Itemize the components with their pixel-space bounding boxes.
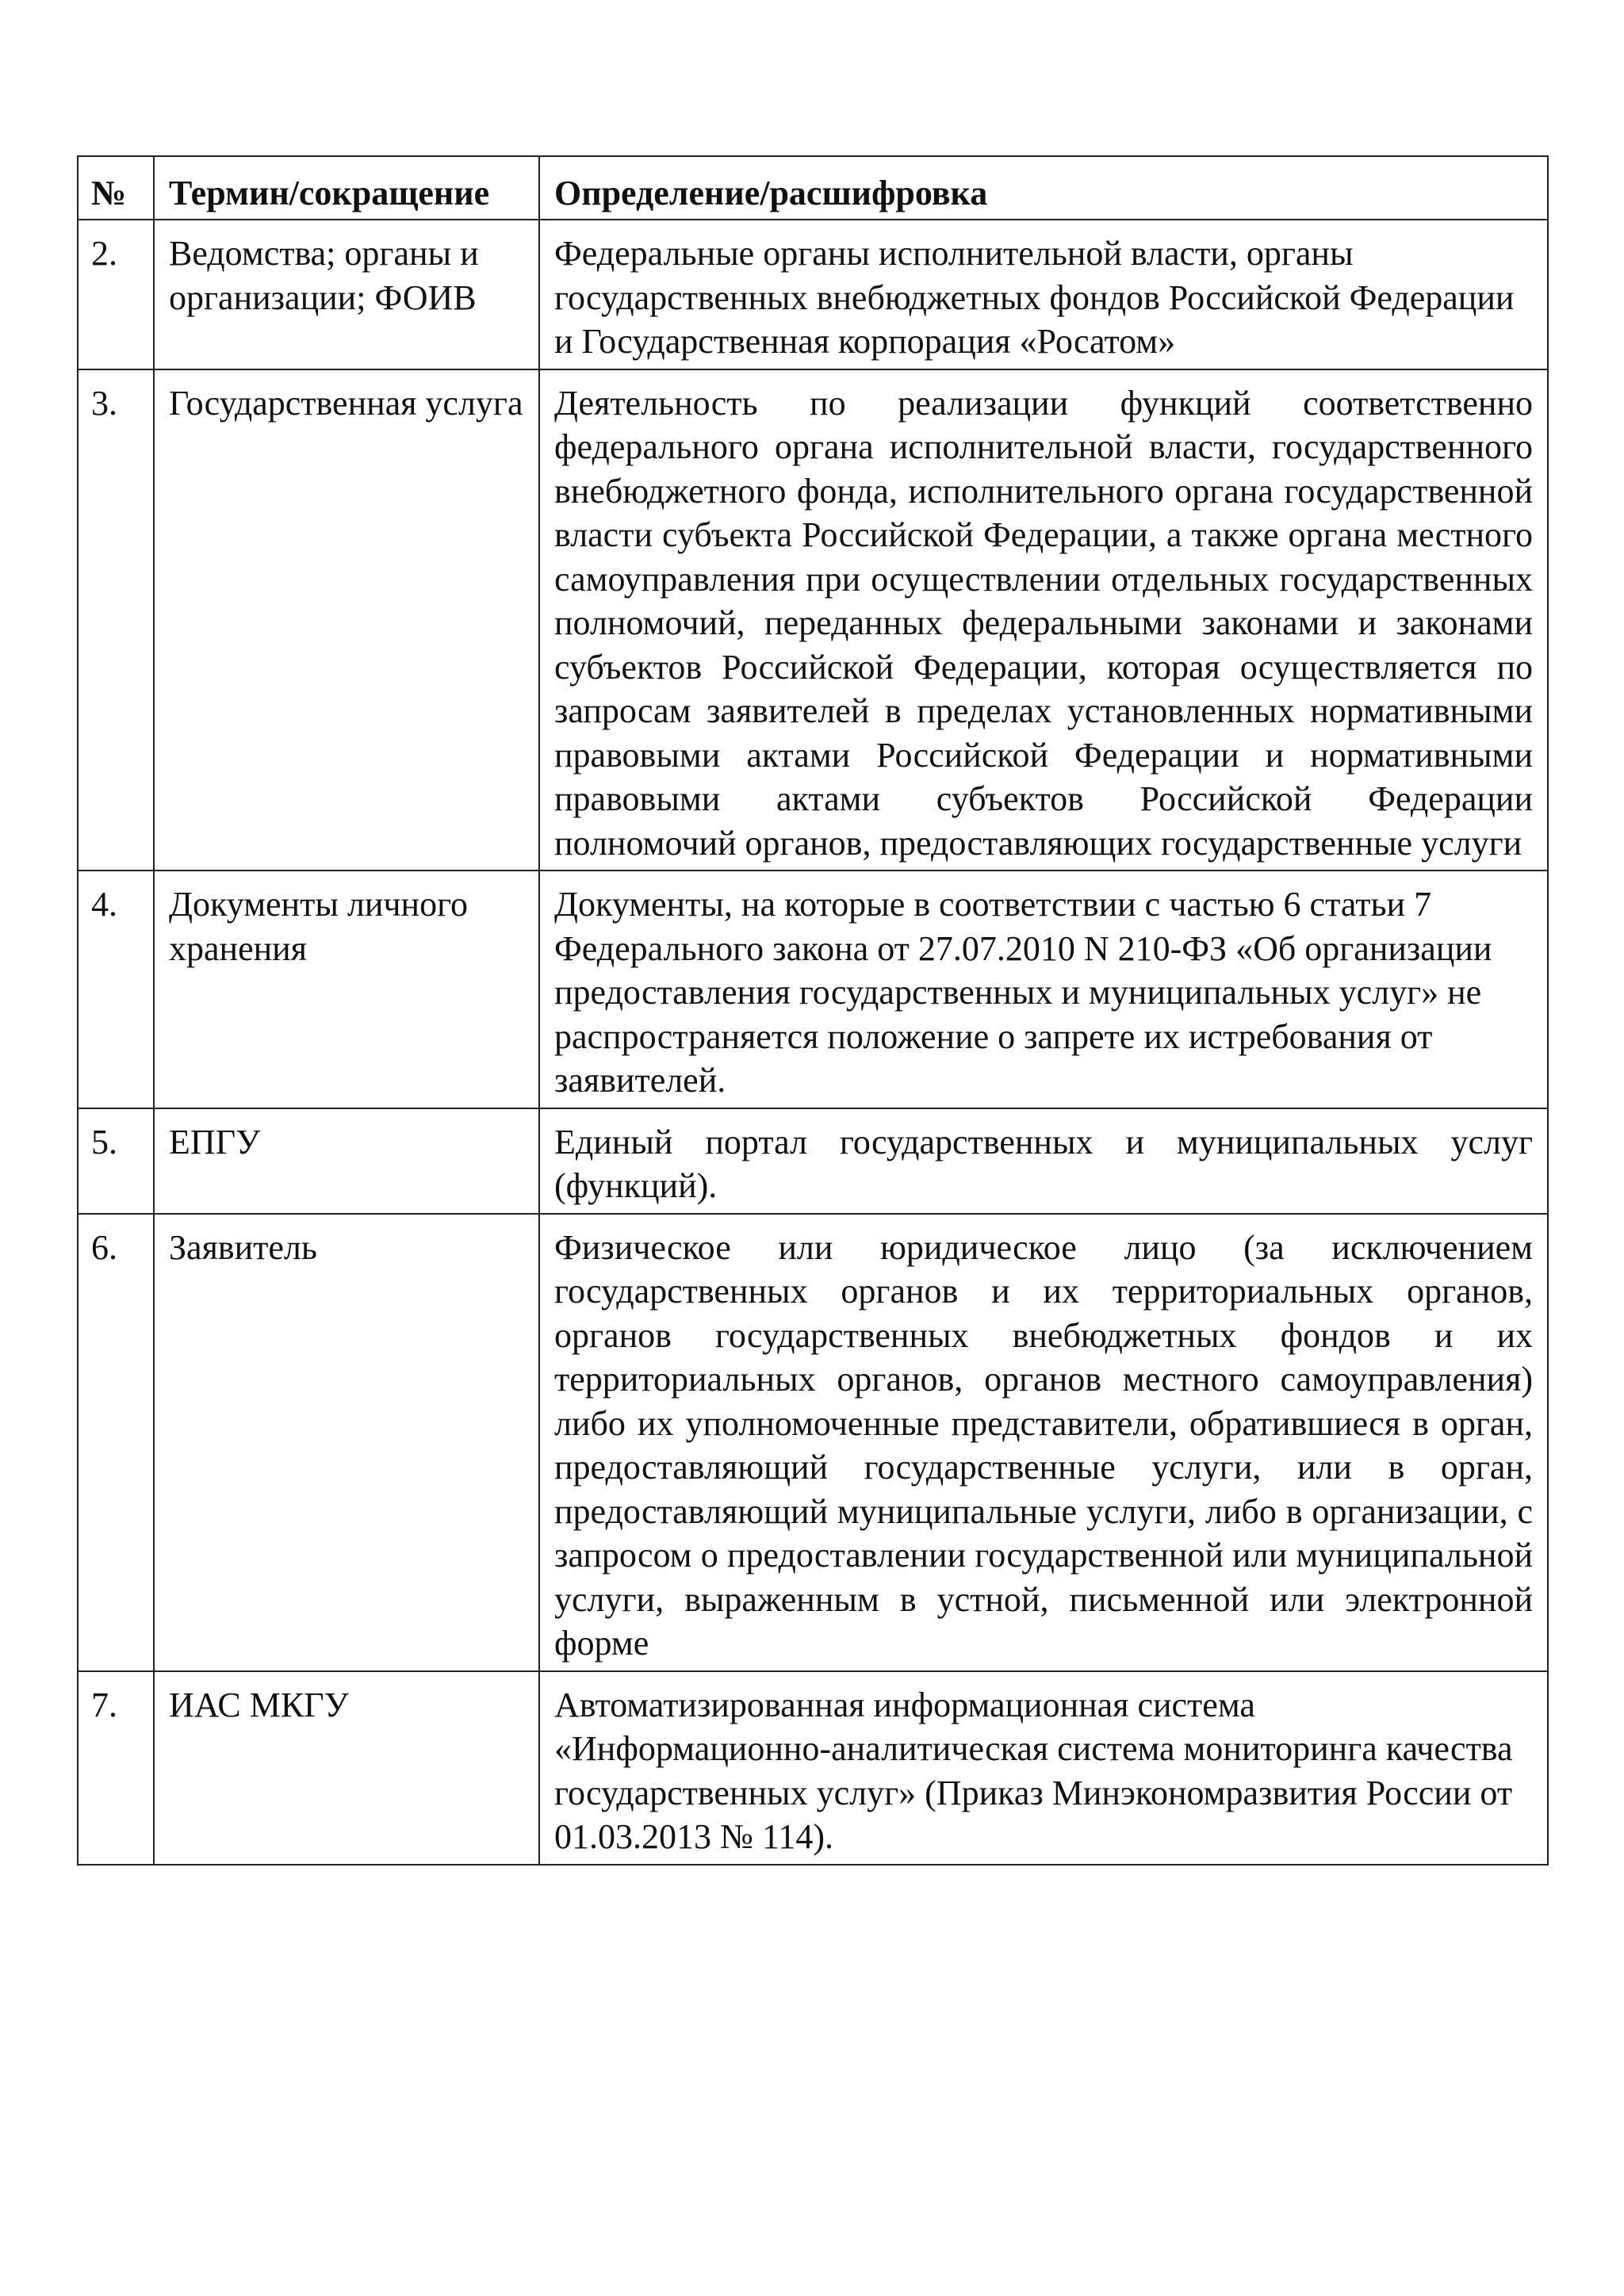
table-row [78,871,1548,1108]
row-term: Заявитель [154,1214,539,1671]
row-definition: Документы, на которые в соответствии с частью 6 статьи 7 Федерального закона от 27.07.2010 N 210-ФЗ «Об организации предоставления государственных и муниципальных услуг» не распространяется положение о запрете их истребования от заявителей. [539,871,1548,1108]
row-num: 3. [78,369,154,871]
table-row [78,369,1548,871]
table-header-row [78,156,1548,220]
header-term: Термин/сокращение [154,156,539,220]
header-num: № [78,156,154,220]
row-definition: Автоматизированная информационная система «Информационно-аналитическая система мониторинга качества государственных услуг» (Приказ Минэкономразвития России от 01.03.2013 № 114). [539,1671,1548,1865]
row-definition: Федеральные органы исполнительной власти, органы государственных внебюджетных фондов Российской Федерации и Государственная корпорация «Росатом» [539,220,1548,369]
row-num: 7. [78,1671,154,1865]
row-term: ЕПГУ [154,1108,539,1214]
table-row [78,220,1548,369]
table-row [78,1108,1548,1214]
row-term: Ведомства; органы и организации; ФОИВ [154,220,539,369]
terms-table [77,155,1549,1866]
row-num: 4. [78,871,154,1108]
row-term: Государственная услуга [154,369,539,871]
row-term: Документы личного хранения [154,871,539,1108]
row-definition: Единый портал государственных и муниципальных услуг (функций). [539,1108,1548,1214]
header-definition: Определение/расшифровка [539,156,1548,220]
row-definition: Физическое или юридическое лицо (за исключением государственных органов и их территориальных органов, органов государственных внебюджетных фондов и их территориальных органов, органов местного самоуправления) либо их уполномоченные представители, обратившиеся в орган, предоставляющий государственные услуги, или в орган, предоставляющий муниципальные услуги, либо в организации, с запросом о предоставлении государственной или муниципальной услуги, выраженным в устной, письменной или электронной форме [539,1214,1548,1671]
row-num: 6. [78,1214,154,1671]
row-num: 2. [78,220,154,369]
table-row [78,1214,1548,1671]
row-definition: Деятельность по реализации функций соответственно федерального органа исполнительной власти, государственного внебюджетного фонда, исполнительного органа государственной власти субъекта Российской Федерации, а также органа местного самоуправления при осуществлении отдельных государственных полномочий, переданных федеральными законами и законами субъектов Российской Федерации, которая осуществляется по запросам заявителей в пределах установленных нормативными правовыми актами Российской Федерации и нормативными правовыми актами субъектов Российской Федерации полномочий органов, предоставляющих государственные услуги [539,369,1548,871]
table-row [78,1671,1548,1865]
row-term: ИАС МКГУ [154,1671,539,1865]
row-num: 5. [78,1108,154,1214]
